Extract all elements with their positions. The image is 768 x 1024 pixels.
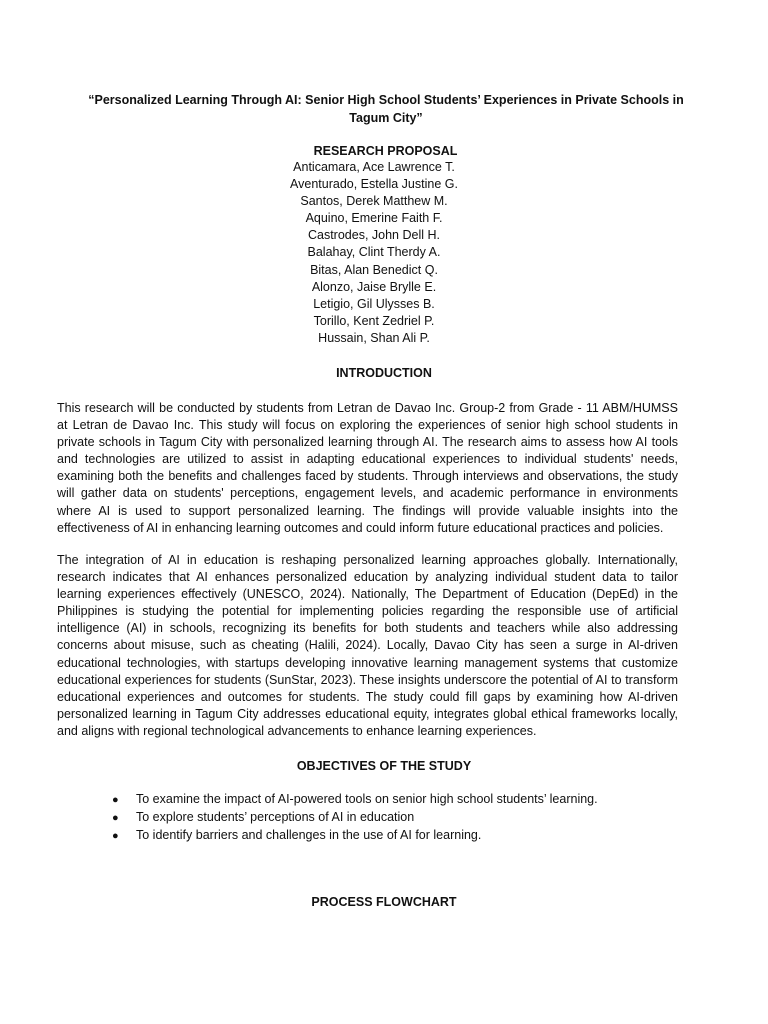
author-name: Castrodes, John Dell H. (307, 228, 440, 243)
author-name: Aventurado, Estella Justine G. (290, 177, 458, 192)
objectives-list (112, 791, 598, 845)
author-name: Balahay, Clint Therdy A. (307, 245, 441, 260)
author-name: Anticamara, Ace Lawrence T. (293, 160, 455, 174)
objective-text: To explore students’ perceptions of AI in education (136, 810, 415, 825)
author-name: Santos, Derek Matthew M. (300, 194, 448, 209)
document-title: “Personalized Learning Through AI: Senior High School Students’ Experiences in Private Schools in Tagum City” (88, 93, 684, 125)
author-name: Letigio, Gil Ulysses B. (313, 296, 435, 311)
objective-text: To examine the impact of AI-powered tools on senior high school students’ learning. (136, 792, 598, 806)
flowchart-heading: PROCESS FLOWCHART (311, 895, 457, 909)
author-name: Hussain, Shan Ali P. (318, 330, 430, 345)
author-list (0, 159, 768, 347)
introduction-heading: INTRODUCTION (336, 366, 432, 380)
introduction-paragraph-1: This research will be conducted by students from Letran de Davao Inc. Group-2 from Grade - 11 ABM/HUMSS at Letran de Davao Inc. This study will focus on exploring the experiences of senior high school students in private schools in Tagum City with personalized learning through AI. The research aims to assess how AI tools and technologies are utilized to assist in adapting educational experiences to individual students' needs, examining both the benefits and challenges faced by students. Through interviews and observations, the study will gather data on students' perceptions, engagement levels, and academic performance in environments where AI is used to support personalized learning. The findings will provide valuable insights into the effectiveness of AI in enhancing learning outcomes and could inform future educational practices and policies. (57, 401, 678, 535)
objective-item (112, 827, 598, 845)
research-proposal-label: RESEARCH PROPOSAL (313, 144, 458, 158)
author-name: Alonzo, Jaise Brylle E. (311, 279, 437, 294)
author-name: Bitas, Alan Benedict Q. (310, 262, 438, 277)
objective-item (112, 791, 598, 809)
author-name: Torillo, Kent Zedriel P. (313, 313, 435, 328)
author-name: Aquino, Emerine Faith F. (305, 211, 443, 226)
objective-item (112, 809, 598, 827)
bullet-icon: ● (112, 812, 119, 825)
bullet-icon: ● (112, 830, 119, 843)
objectives-heading: OBJECTIVES OF THE STUDY (296, 759, 472, 773)
bullet-icon: ● (112, 794, 119, 806)
objective-text: To identify barriers and challenges in the use of AI for learning. (136, 828, 482, 843)
introduction-paragraph-2: The integration of AI in education is reshaping personalized learning approaches globally. Internationally, research indicates that AI enhances personalized education by analyzing individual student data to tailor learning experiences effectively (UNESCO, 2024). Nationally, The Department of Education (DepEd) in the Philippines is studying the potential for implementing policies regarding the responsible use of artificial intelligence (AI) in schools, recognizing its benefits for both students and teachers while also addressing concerns about misuse, such as cheating (Halili, 2024). Locally, Davao City has seen a surge in AI-driven educational technologies, with startups developing innovative learning management systems that customize educational experiences for students (SunStar, 2023). These insights underscore the potential of AI to transform educational experiences and outcomes for students. The study could fill gaps by examining how AI-driven personalized learning in Tagum City addresses educational equity, integrates global ethical frameworks locally, and aligns with regional technological advancements to enhance learning experiences. (57, 553, 678, 738)
